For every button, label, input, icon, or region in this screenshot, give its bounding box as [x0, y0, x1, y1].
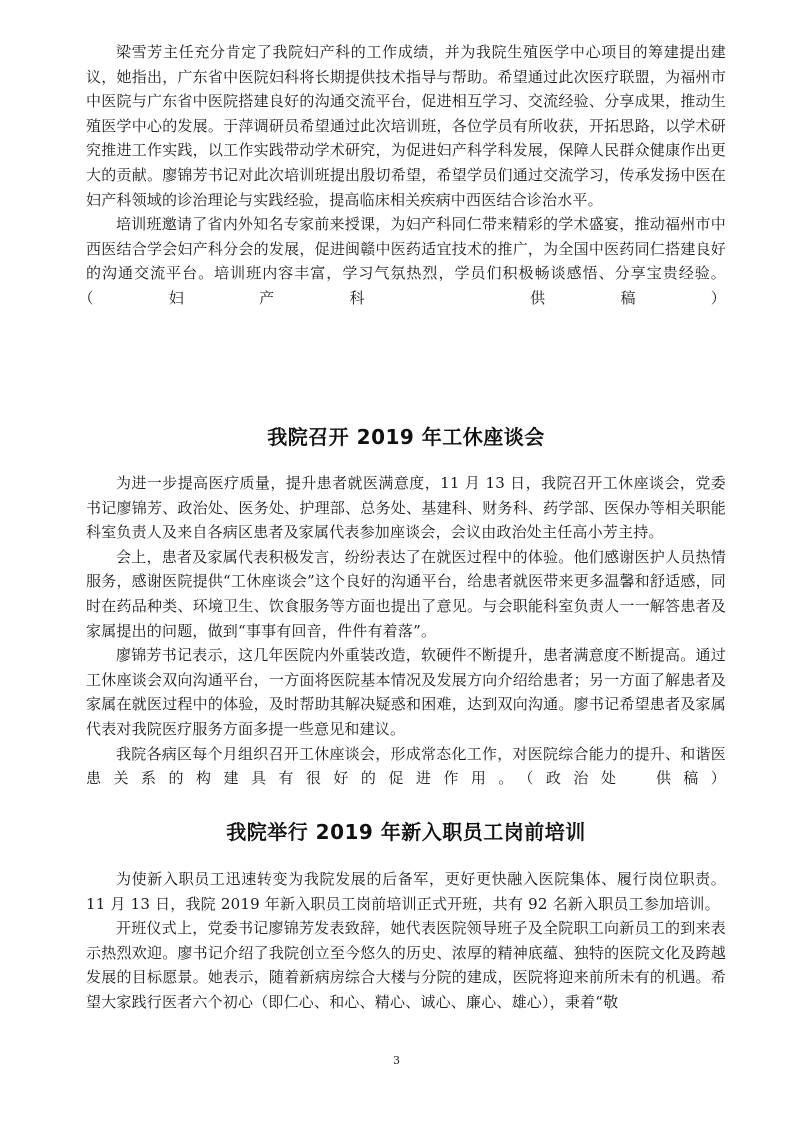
article-signature: （政治处 供稿）: [525, 769, 726, 788]
article-title: 我院举行 2019 年新入职员工岗前培训: [226, 820, 586, 844]
article-paragraph: 为使新入职员工迅速转变为我院发展的后备军，更好更快融入医院集体、履行岗位职责。11 月 13 日，我院 2019 年新入职员工岗前培训正式开班，共有 92 名新入职员工参加培训。: [86, 870, 726, 913]
article-paragraph: [86, 742, 726, 791]
article-patient-symposium: [86, 471, 726, 791]
article-paragraph: 会上，患者及家属代表积极发言，纷纷表达了在就医过程中的体验。他们感谢医护人员热情服务，感谢医院提供“工休座谈会”这个良好的沟通平台，给患者就医带来更多温馨和舒适感，同时在药品种类、环境卫生、饮食服务等方面也提出了意见。与会职能科室负责人一一解答患者及家属提出的问题，做到“事事有回音，件件有着落”。: [86, 547, 726, 640]
article-new-staff-training: [86, 867, 726, 1015]
article-signature: （妇产科 供稿）: [86, 288, 726, 307]
article-gynecology-training: [86, 40, 726, 311]
paragraph-text: 我院各病区每个月组织召开工休座谈会，形成常态化工作，对医院综合能力的提升、和谐医患关系的构建具有很好的促进作用。: [86, 744, 726, 788]
article-paragraph: 梁雪芳主任充分肯定了我院妇产科的工作成绩，并为我院生殖医学中心项目的筹建提出建议，她指出，广东省中医院妇科将长期提供技术指导与帮助。希望通过此次医疗联盟，为福州市中医院与广东省中医院搭建良好的沟通交流平台，促进相互学习、交流经验、分享成果，推动生殖医学中心的发展。于萍调研员希望通过此次培训班，各位学员有所收获，开拓思路，以学术研究推进工作实践，以工作实践带动学术研究，为促进妇产科学科发展，保障人民群众健康作出更大的贡献。廖锦芳书记对此次培训班提出殷切希望，希望学员们通过交流学习，传承发扬中医在妇产科领域的诊治理论与实践经验，提高临床相关疾病中西医结合诊治水平。: [86, 43, 726, 209]
article-paragraph: [86, 212, 726, 310]
article-paragraph: 开班仪式上，党委书记廖锦芳发表致辞，她代表医院领导班子及全院职工向新员工的到来表示热烈欢迎。廖书记介绍了我院创立至今悠久的历史、浓厚的精神底蕴、独特的医院文化及跨越发展的目标愿景。她表示，随着新病房综合大楼与分院的建成，医院将迎来前所未有的机遇。希望大家践行医者六个初心（即仁心、和心、精心、诚心、廉心、雄心），秉着“敬: [86, 919, 726, 1011]
page-number: 3: [393, 1054, 400, 1067]
article-title: 我院召开 2019 年工休座谈会: [267, 425, 545, 449]
article-paragraph: 为进一步提高医疗质量，提升患者就医满意度，11 月 13 日，我院召开工休座谈会，党委书记廖锦芳、政治处、医务处、护理部、总务处、基建科、财务科、药学部、医保办等相关职能科室负责人及来自各病区患者及家属代表参加座谈会，会议由政治处主任高小芳主持。: [86, 474, 726, 542]
paragraph-text: 培训班邀请了省内外知名专家前来授课，为妇产科同仁带来精彩的学术盛宴，推动福州市中西医结合学会妇产科分会的发展，促进闽赣中医药适宜技术的推广，为全国中医药同仁搭建良好的沟通交流平台。培训班内容丰富，学习气氛热烈，学员们积极畅谈感悟、分享宝贵经验。: [86, 215, 726, 283]
article-paragraph: 廖锦芳书记表示，这几年医院内外重装改造，软硬件不断提升，患者满意度不断提高。通过工休座谈会双向沟通平台，一方面将医院基本情况及发展方向介绍给患者；另一方面了解患者及家属在就医过程中的体验，及时帮助其解决疑惑和困难，达到双向沟通。廖书记希望患者及家属代表对我院医疗服务方面多提一些意见和建议。: [86, 646, 726, 738]
